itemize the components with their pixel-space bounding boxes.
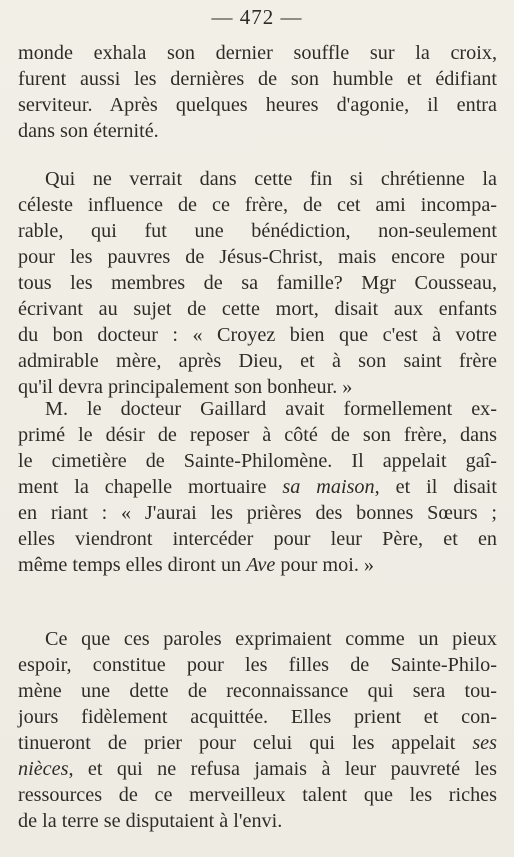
text-line: Ce que ces paroles exprimaient comme un pieux: [45, 628, 497, 650]
text-line: furent aussi les dernières de son humble et édifiant: [18, 68, 497, 90]
text-line: monde exhala son dernier souffle sur la croix,: [18, 42, 497, 64]
text-line: primé le désir de reposer à côté de son frère, dans: [18, 424, 497, 446]
text-run: ment la chapelle mortuaire: [18, 476, 283, 498]
page-number: — 472 —: [211, 5, 303, 29]
text-line: [18, 756, 497, 782]
italic-run: nièces: [18, 758, 69, 780]
text-line: écrivant au sujet de cette mort, disait aux enfants: [18, 298, 497, 320]
text-line: du bon docteur : « Croyez bien que c'est à votre: [18, 324, 497, 346]
text-line: [18, 474, 497, 500]
text-line: pour les pauvres de Jésus-Christ, mais encore pour: [18, 246, 497, 268]
text-line: mène une dette de reconnaissance qui sera tou-: [18, 680, 497, 702]
text-line: serviteur. Après quelques heures d'agonie, il entra: [18, 94, 497, 116]
italic-run: Ave: [246, 554, 276, 576]
text-run: même temps elles diront un: [18, 554, 247, 576]
text-line: [18, 730, 497, 756]
text-line: le cimetière de Sainte-Philomène. Il appelait gaî-: [18, 450, 497, 472]
text-run: , et qui ne refusa jamais à leur pauvreté les: [68, 758, 497, 780]
text-line: M. le docteur Gaillard avait formellement ex-: [45, 398, 497, 420]
text-line: de la terre se disputaient à l'envi.: [18, 810, 283, 832]
text-line: admirable mère, après Dieu, et à son saint frère: [18, 350, 497, 372]
text-line: céleste influence de ce frère, de cet ami incompa-: [18, 194, 497, 216]
text-run: tinueront de prier pour celui qui les appelait: [18, 732, 473, 754]
text-line: qu'il devra principalement son bonheur. »: [18, 376, 353, 398]
italic-run: sa maison: [282, 476, 375, 498]
text-line: elles viendront intercéder pour leur Père, et en: [18, 528, 497, 550]
text-line: tous les membres de sa famille? Mgr Cousseau,: [18, 272, 497, 294]
text-line: en riant : « J'aurai les prières des bonnes Sœurs ;: [18, 502, 497, 524]
text-line: dans son éternité.: [18, 120, 159, 142]
text-line: espoir, constitue pour les filles de Sainte-Philo-: [18, 654, 497, 676]
text-line: rable, qui fut une bénédiction, non-seulement: [18, 220, 497, 242]
text-run: pour moi. »: [275, 554, 375, 576]
text-line: jours fidèlement acquittée. Elles prient et con-: [18, 706, 497, 728]
text-line: [18, 552, 497, 578]
text-run: , et il disait: [374, 476, 498, 498]
text-line: ressources de ce merveilleux talent que les riches: [18, 784, 497, 806]
italic-run: ses: [472, 732, 497, 754]
text-line: Qui ne verrait dans cette fin si chrétienne la: [45, 168, 497, 190]
